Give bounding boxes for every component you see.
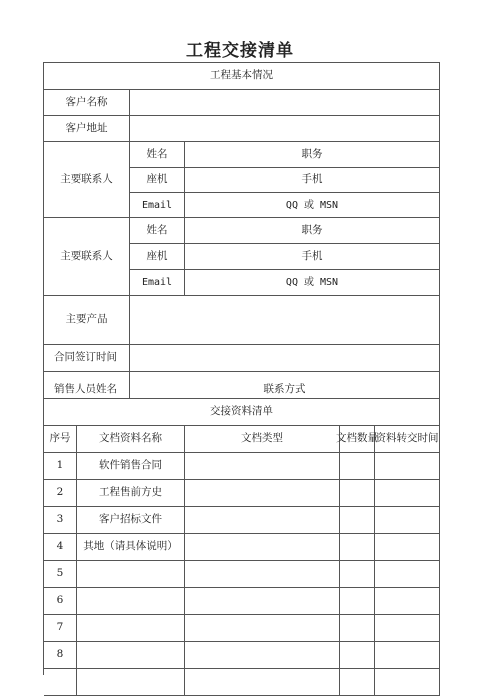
contact-1-im-label: QQ 或 MSN [185,193,440,218]
col-header-doc-name: 文档资料名称 [77,426,185,453]
row-6-doc-type[interactable] [185,588,340,615]
contact-2-im-label: QQ 或 MSN [185,270,440,296]
row-3-doc-type[interactable] [185,507,340,534]
contact-1-email-label: Email [130,193,185,218]
row-5-doc-name[interactable] [77,561,185,588]
section-handover-header: 交接资料清单 [44,399,440,426]
contact-2-name-label: 姓名 [130,218,185,244]
row-6-doc-count[interactable] [340,588,375,615]
contact-1-landline-label: 座机 [130,168,185,193]
row-4-transfer-time[interactable] [375,534,440,561]
row-4-doc-name: 其地（请具体说明） [77,534,185,561]
row-3-no: 3 [44,507,77,534]
row-3-doc-name: 客户招标文件 [77,507,185,534]
row-9-doc-name[interactable] [77,669,185,696]
row-9-doc-count[interactable] [340,669,375,696]
row-1-no: 1 [44,453,77,480]
row-8-doc-type[interactable] [185,642,340,669]
contact-1-label: 主要联系人 [44,142,130,218]
contact-1-name-label: 姓名 [130,142,185,168]
contact-2-landline-label: 座机 [130,244,185,270]
col-header-no: 序号 [44,426,77,453]
row-5-doc-count[interactable] [340,561,375,588]
row-6-transfer-time[interactable] [375,588,440,615]
client-address-label: 客户地址 [44,116,130,142]
col-header-doc-count: 文档数量 [340,426,375,453]
row-3-transfer-time[interactable] [375,507,440,534]
contact-1-position-label: 职务 [185,142,440,168]
main-product-label: 主要产品 [44,296,130,345]
handover-table [43,62,440,675]
section-basic-info-header: 工程基本情况 [44,63,440,90]
contact-method-label: 联系方式 [130,372,440,399]
row-7-doc-name[interactable] [77,615,185,642]
row-2-doc-count[interactable] [340,480,375,507]
row-4-doc-type[interactable] [185,534,340,561]
row-5-no: 5 [44,561,77,588]
contract-date-label: 合同签订时间 [44,345,130,372]
contact-2-label: 主要联系人 [44,218,130,296]
row-7-doc-type[interactable] [185,615,340,642]
client-name-label: 客户名称 [44,90,130,116]
row-1-doc-name: 软件销售合同 [77,453,185,480]
client-address-field[interactable] [130,116,440,142]
contact-1-mobile-label: 手机 [185,168,440,193]
main-product-field[interactable] [130,296,440,345]
row-8-doc-count[interactable] [340,642,375,669]
row-7-transfer-time[interactable] [375,615,440,642]
row-5-transfer-time[interactable] [375,561,440,588]
col-header-doc-type: 文档类型 [185,426,340,453]
row-8-no: 8 [44,642,77,669]
row-5-doc-type[interactable] [185,561,340,588]
row-1-doc-type[interactable] [185,453,340,480]
row-6-no: 6 [44,588,77,615]
row-1-transfer-time[interactable] [375,453,440,480]
client-name-field[interactable] [130,90,440,116]
contract-date-field[interactable] [130,345,440,372]
contact-2-email-label: Email [130,270,185,296]
row-7-no: 7 [44,615,77,642]
contact-2-position-label: 职务 [185,218,440,244]
row-9-transfer-time[interactable] [375,669,440,696]
row-2-doc-name: 工程售前方史 [77,480,185,507]
row-9-no [44,669,77,696]
row-9-doc-type[interactable] [185,669,340,696]
row-7-doc-count[interactable] [340,615,375,642]
contact-2-mobile-label: 手机 [185,244,440,270]
row-2-no: 2 [44,480,77,507]
row-6-doc-name[interactable] [77,588,185,615]
row-4-no: 4 [44,534,77,561]
col-header-transfer-time: 资料转交时间 [375,426,440,453]
row-4-doc-count[interactable] [340,534,375,561]
row-3-doc-count[interactable] [340,507,375,534]
row-2-doc-type[interactable] [185,480,340,507]
row-1-doc-count[interactable] [340,453,375,480]
sales-name-label: 销售人员姓名 [44,372,130,399]
row-2-transfer-time[interactable] [375,480,440,507]
page-title: 工程交接清单 [186,41,294,61]
row-8-transfer-time[interactable] [375,642,440,669]
row-8-doc-name[interactable] [77,642,185,669]
